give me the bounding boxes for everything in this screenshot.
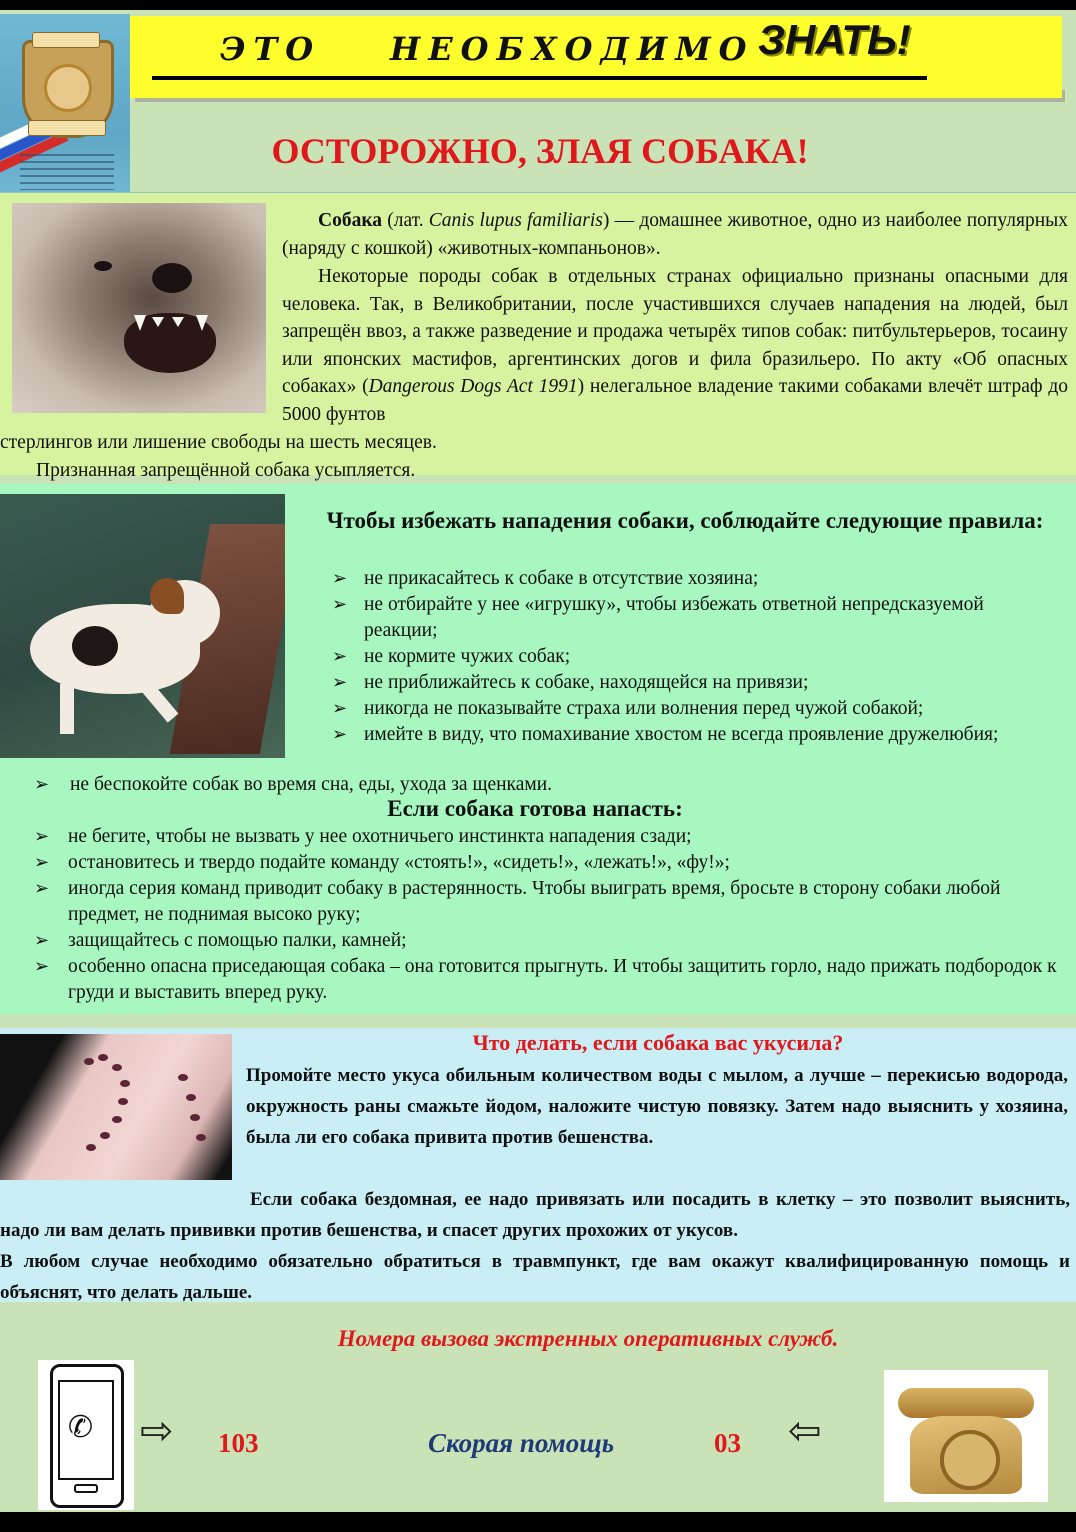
- attack-text: не бегите, чтобы не вызвать у нее охотничьего инстинкта нападения сзади;: [68, 826, 692, 847]
- rule-text: не прикасайтесь к собаке в отсутствие хозяина;: [364, 568, 759, 589]
- bullet-arrow-icon: ➢: [34, 956, 50, 977]
- attack-text: защищайтесь с помощью палки, камней;: [68, 930, 407, 951]
- service-name: Скорая помощь: [428, 1428, 615, 1458]
- list-item: [330, 566, 1050, 592]
- list-item: [330, 644, 1050, 670]
- bullet-arrow-icon: ➢: [332, 724, 348, 745]
- crest-icon: [44, 64, 92, 112]
- list-item: [32, 772, 1032, 798]
- bite-mark: [120, 1080, 130, 1087]
- bite-mark: [190, 1114, 200, 1121]
- euthanasia-note: Признанная запрещённой собака усыпляется.: [36, 460, 416, 481]
- breeds-paragraph-end: стерлингов или лишение свободы на шесть месяцев.: [0, 432, 437, 453]
- phone-dial: [940, 1430, 1000, 1490]
- attack-text: остановитесь и твердо подайте команду «стоять!», «сидеть!», «лежать!», «фу!»;: [68, 852, 730, 873]
- institution-emblem: [0, 14, 130, 214]
- header-word-3: ЗНАТЬ!: [758, 16, 911, 63]
- bullet-arrow-icon: ➢: [34, 826, 50, 847]
- mobile-phone-icon: [38, 1360, 134, 1510]
- dog-tooth: [152, 317, 164, 327]
- term-dog: Собака: [318, 210, 383, 231]
- rule-text: не приближайтесь к собаке, находящейся на привязи;: [364, 672, 809, 693]
- intro-paragraph: [282, 207, 1068, 262]
- list-item: [330, 722, 1050, 748]
- header-word-2: НЕОБХОДИМО: [390, 30, 755, 68]
- bullet-arrow-icon: ➢: [34, 774, 50, 795]
- wash-wound-paragraph: Промойте место укуса обильным количеством воды с мылом, а лучше – перекисью водорода, окружность раны смажьте йодом, наложите чистую повязку. Затем надо выяснить у хозяина, была ли его собака привита против бешенства.: [246, 1065, 1068, 1148]
- header-word-1: ЭТО: [220, 30, 322, 68]
- attack-list: [32, 824, 1072, 1006]
- bite-mark: [112, 1064, 122, 1071]
- bullet-arrow-icon: ➢: [34, 852, 50, 873]
- bullet-arrow-icon: ➢: [332, 594, 348, 615]
- rule-text: никогда не показывайте страха или волнения перед чужой собакой;: [364, 698, 924, 719]
- dog-fang: [134, 315, 146, 331]
- header-underline: [152, 76, 927, 80]
- list-item: [32, 954, 1072, 1006]
- page-title: ОСТОРОЖНО, ЗЛАЯ СОБАКА!: [271, 131, 809, 171]
- bite-mark: [112, 1116, 122, 1123]
- attack-text: иногда серия команд приводит собаку в растерянность. Чтобы выиграть время, бросьте в сторону собаки любой предмет, не поднимая высоко руку;: [68, 878, 1001, 925]
- rules-heading: Чтобы избежать нападения собаки, соблюдайте следующие правила:: [326, 508, 1044, 533]
- rules-list: [330, 566, 1050, 748]
- arrow-left-icon: ⇦: [788, 1408, 822, 1454]
- bottom-bar: [0, 1512, 1076, 1532]
- rule-text: имейте в виду, что помахивание хвостом не всегда проявление дружелюбия;: [364, 724, 999, 745]
- angry-dog-photo: [12, 203, 266, 413]
- rules-list-continued: [32, 772, 1032, 798]
- bite-mark: [196, 1134, 206, 1141]
- list-item: [330, 670, 1050, 696]
- list-item: [32, 824, 1072, 850]
- stray-dog-text: Если собака бездомная, ее надо привязать или посадить в клетку – это позволит выяснить, надо ли вам делать прививки против бешенства, и спасет других прохожих от укусов.: [0, 1189, 1070, 1241]
- rule-text: не беспокойте собак во время сна, еды, ухода за щенками.: [70, 774, 553, 795]
- trauma-center-paragraph: В любом случае необходимо обязательно обратиться в травмпункт, где вам окажут квалифицированную помощь и объяснят, что делать дальше.: [0, 1251, 1070, 1303]
- bullet-arrow-icon: ➢: [332, 568, 348, 589]
- rule-text: не кормите чужих собак;: [364, 646, 571, 667]
- dog-spot: [72, 626, 118, 666]
- rotary-phone-icon: [884, 1370, 1048, 1502]
- phone-receiver: [898, 1388, 1034, 1418]
- bullet-arrow-icon: ➢: [332, 698, 348, 719]
- dog-nose: [152, 263, 192, 293]
- list-item: [330, 592, 1050, 644]
- dog-tooth: [172, 317, 184, 327]
- poster: [0, 10, 1076, 1522]
- emblem-caption: [20, 154, 114, 190]
- bullet-arrow-icon: ➢: [34, 930, 50, 951]
- terrier-attack-photo: [0, 494, 285, 758]
- breeds-text-1: Некоторые породы собак в отдельных странах официально признаны опасными для человека. Так, в Великобритании, после участившихся случаев нападения на людей, был запрещён ввоз, а также разведение и продажа четырёх типов собак: питбультерьеров, тосаину или японских мастифов, аргентинских догов и фила бразильеро. По акту «Об опасных собаках» (: [282, 266, 1068, 397]
- bite-mark: [178, 1074, 188, 1081]
- section-prevention-rules: [0, 484, 1076, 1014]
- stray-dog-paragraph: [0, 1184, 1070, 1246]
- bite-wound-photo: [0, 1034, 232, 1180]
- landline-emergency-number: 03: [714, 1428, 741, 1458]
- bite-mark: [84, 1058, 94, 1065]
- handset-icon: ✆: [68, 1410, 94, 1445]
- latin-name: Canis lupus familiaris: [428, 210, 603, 231]
- rule-text: не отбирайте у нее «игрушку», чтобы избежать ответной непредсказуемой реакции;: [364, 594, 984, 641]
- bite-mark: [98, 1054, 108, 1061]
- list-item: [32, 850, 1072, 876]
- bite-mark: [100, 1132, 110, 1139]
- breeds-text-2: ) нелегальное владение такими собаками влечёт штраф до 5000 фунтов: [282, 376, 1069, 425]
- bite-mark: [186, 1094, 196, 1101]
- bite-mark: [86, 1144, 96, 1151]
- bullet-arrow-icon: ➢: [34, 878, 50, 899]
- section-about-dogs: [0, 192, 1076, 481]
- list-item: [32, 876, 1072, 928]
- list-item: [32, 928, 1072, 954]
- dog-fang: [196, 315, 208, 331]
- emergency-heading: Номера вызова экстренных оперативных служб.: [337, 1326, 839, 1351]
- intro-text-2: ) — домашнее животное, одно из наиболее популярных (наряду с кошкой) «животных-компаньонов».: [282, 210, 1068, 259]
- dog-leg: [60, 684, 74, 734]
- attack-text: особенно опасна приседающая собака – она готовится прыгнуть. И чтобы защитить горло, надо прижать подбородок к груди и выставить вперед руку.: [68, 956, 1057, 1003]
- dog-ear: [150, 578, 184, 614]
- bite-mark: [118, 1098, 128, 1105]
- section-bite-first-aid: [0, 1028, 1076, 1302]
- phone-home-button: [74, 1484, 98, 1493]
- intro-text-1: (лат.: [382, 210, 429, 231]
- dog-eye: [94, 261, 112, 271]
- emblem-banner-top: [32, 32, 100, 48]
- bullet-arrow-icon: ➢: [332, 672, 348, 693]
- list-item: [330, 696, 1050, 722]
- breeds-paragraph: [282, 263, 1068, 428]
- act-name: Dangerous Dogs Act 1991: [368, 376, 578, 397]
- bite-heading: Что делать, если собака вас укусила?: [472, 1030, 844, 1055]
- bullet-arrow-icon: ➢: [332, 646, 348, 667]
- mobile-emergency-number: 103: [218, 1428, 259, 1458]
- emblem-banner-bottom: [28, 120, 106, 136]
- attack-heading: Если собака готова напасть:: [387, 796, 683, 821]
- arrow-right-icon: ⇨: [140, 1408, 174, 1454]
